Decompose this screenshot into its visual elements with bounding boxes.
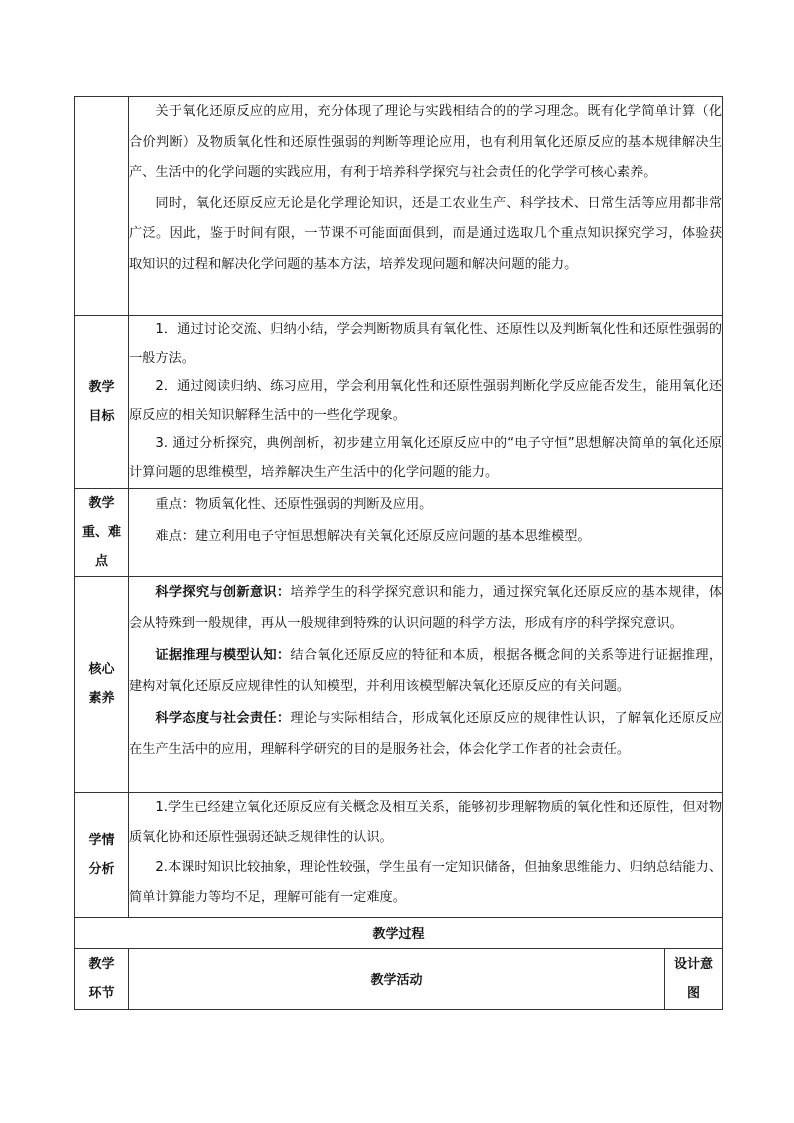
keypoints-cell <box>129 488 723 576</box>
objective-item: 3. 通过分析探究，典例剖析，初步建立用氧化还原反应中的“电子守恒”思想解决简单的氧化还原计算问题的思维模型，培养解决生产生活中的化学问题的能力。 <box>129 436 723 480</box>
process-title: 教学过程 <box>75 917 723 948</box>
process-col-activity: 教学活动 <box>129 948 665 1009</box>
literacy-cell <box>129 576 723 792</box>
intro-paragraph: 关于氧化还原反应的应用，充分体现了理论与实践相结合的的学习理念。既有化学简单计算（化合价判断）及物质氧化性和还原性强弱的判断等理论应用，也有利用氧化还原反应的基本规律解决生产、生活中的化学问题的实践应用，有利于培养科学探究与社会责任的化学学可核心素养。 <box>129 104 723 180</box>
process-col-intent: 设计意 图 <box>665 948 723 1009</box>
literacy-item: 证据推理与模型认知：结合氧化还原反应的特征和本质，根据各概念间的关系等进行证据推理，建构对氧化还原反应规律性的认知模型，并利用该模型解决氧化还原反应的有关问题。 <box>129 647 723 695</box>
analysis-cell <box>129 792 723 917</box>
objectives-row <box>75 316 723 489</box>
objectives-cell <box>129 316 723 489</box>
objective-item: 2．通过阅读归纳、练习应用，学会利用氧化性和还原性强弱判断化学反应能否发生，能用氧化还原反应的相关知识解释生活中的一些化学现象。 <box>129 379 723 423</box>
process-header-row <box>75 948 723 1009</box>
process-title-row <box>75 917 723 948</box>
literacy-label: 核心 素养 <box>75 576 129 792</box>
key-point: 重点：物质氧化性、还原性强弱的判断及应用。 <box>155 496 433 512</box>
difficult-point: 难点：建立利用电子守恒思想解决有关氧化还原反应问题的基本思维模型。 <box>155 528 591 544</box>
analysis-label: 学情 分析 <box>75 792 129 917</box>
analysis-item: 2.本课时知识比较抽象，理论性较强，学生虽有一定知识储备，但抽象思维能力、归纳总结能力、简单计算能力等均不足，理解可能有一定难度。 <box>129 859 723 905</box>
intro-label-cell <box>75 97 129 316</box>
analysis-row <box>75 792 723 917</box>
literacy-item: 科学态度与社会责任：理论与实际相结合，形成氧化还原反应的规律性认识，了解氧化还原反应在生产生活中的应用，理解科学研究的目的是服务社会，体会化学工作者的社会责任。 <box>129 710 723 758</box>
literacy-item: 科学探究与创新意识：培养学生的科学探究意识和能力，通过探究氧化还原反应的基本规律，体会从特殊到一般规律，再从一般规律到特殊的认识问题的科学方法，形成有序的科学探究意识。 <box>129 584 723 632</box>
process-col-stage: 教学 环节 <box>75 948 129 1009</box>
keypoints-label: 教学 重、难 点 <box>75 488 129 576</box>
objective-item: 1．通过讨论交流、归纳小结，学会判断物质具有氧化性、还原性以及判断氧化性和还原性强弱的一般方法。 <box>129 322 723 366</box>
intro-cell <box>129 97 723 316</box>
analysis-item: 1.学生已经建立氧化还原反应有关概念及相互关系，能够初步理解物质的氧化性和还原性，但对物质氧化协和还原性强弱还缺乏规律性的认识。 <box>129 799 723 845</box>
intro-row <box>75 97 723 316</box>
intro-paragraph: 同时，氧化还原反应无论是化学理论知识，还是工农业生产、科学技术、日常生活等应用都非常广泛。因此，鉴于时间有限，一节课不可能面面俱到，而是通过选取几个重点知识探究学习，体验获取知识的过程和解决化学问题的基本方法，培养发现问题和解决问题的能力。 <box>129 195 723 272</box>
lesson-plan-table <box>74 96 723 1010</box>
literacy-row <box>75 576 723 792</box>
objectives-label: 教学 目标 <box>75 316 129 489</box>
keypoints-row <box>75 488 723 576</box>
